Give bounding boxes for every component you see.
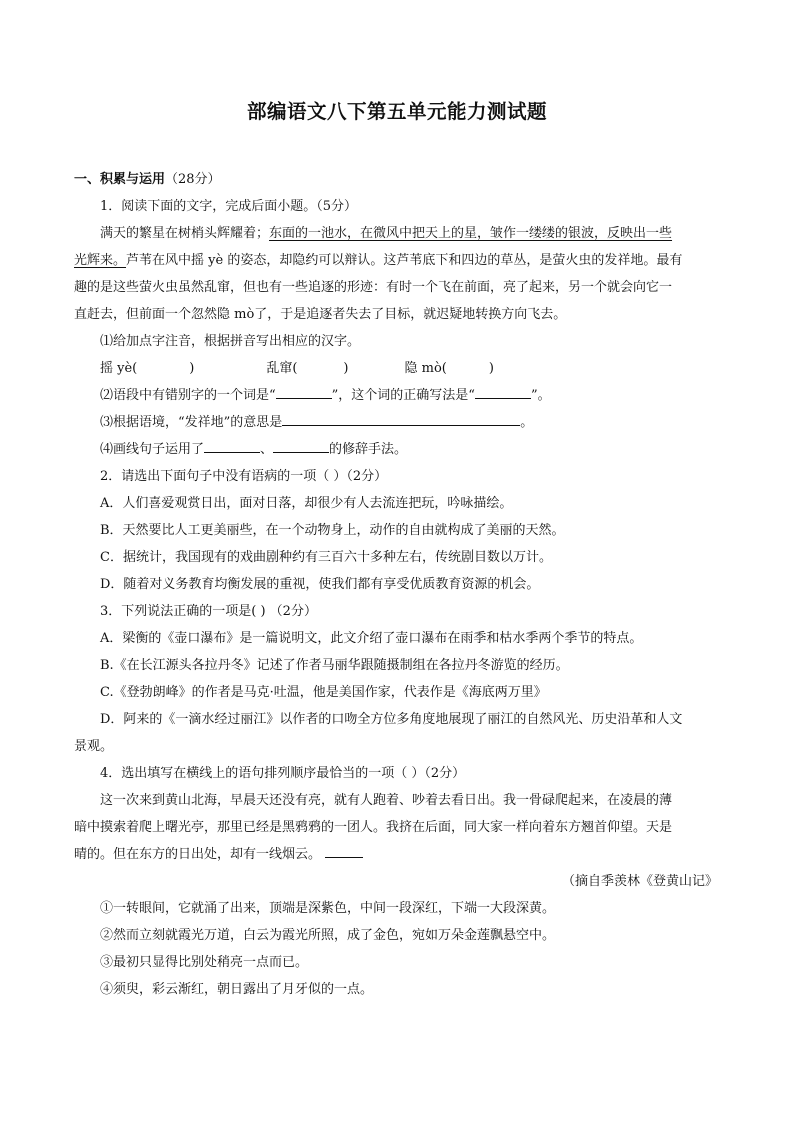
q2-option-b: B．天然要比人工更美丽些，在一个动物身上，动作的自由就构成了美丽的天然。 <box>100 523 565 538</box>
answer-blank[interactable] <box>273 438 329 453</box>
sub-text: 、 <box>260 442 274 457</box>
section-score: （28分） <box>165 172 221 187</box>
q1-sub-4 <box>74 436 724 463</box>
q1-sub-1: ⑴给加点字注音，根据拼音写出相应的汉字。 <box>100 334 361 349</box>
q1-passage-line-1 <box>74 220 724 247</box>
answer-blank[interactable] <box>475 384 531 399</box>
q4-passage-line-3 <box>74 841 724 868</box>
sub-text: 。 <box>520 415 534 430</box>
q4-passage-line-2: 暗中摸索着爬上曙光亭，那里已经是黑鸦鸦的一团人。我挤在后面，同大家一样向着东方翘首仰望。天是 <box>74 820 673 835</box>
q1-passage-line-4: 直赶去，但前面一个忽然隐 mò了，于是追逐者失去了目标，就迟疑地转换方向飞去。 <box>74 307 567 322</box>
sub-text: ⑵语段中有错别字的一个词是“ <box>100 388 276 403</box>
answer-blank[interactable] <box>276 384 332 399</box>
q2-option-d: D．随着对义务教育均衡发展的重视，使我们都有享受优质教育资源的机会。 <box>100 577 540 592</box>
q3-option-c: C.《登勃朗峰》的作者是马克·吐温，他是美国作家，代表作是《海底两万里》 <box>100 685 547 700</box>
q2-option-c: C．据统计，我国现有的戏曲剧种约有三百六十多种左右，传统剧目数以万计。 <box>100 550 552 565</box>
section-heading-text: 一、积累与运用 <box>74 172 166 187</box>
passage-text: 芦苇在风中摇 yè 的姿态，却隐约可以辩认。这芦苇底下和四边的草丛，是萤火虫的发祥地。最有 <box>126 253 683 268</box>
sub-text: ”，这个词的正确写法是“ <box>331 388 475 403</box>
passage-text: 晴的。但在东方的日出处，却有一线烟云。 <box>74 847 322 862</box>
pinyin-item-2: 乱窜( <box>266 361 298 376</box>
q3-option-d: D．阿来的《一滴水经过丽江》以作者的口吻全方位多角度地展现了丽江的自然风光、历史沿革和人文 <box>100 712 683 727</box>
q4-sentence-2: ②然而立刻就霞光万道，白云为霞光所照，成了金色，宛如万朵金莲飘悬空中。 <box>100 928 556 943</box>
page-title: 部编语文八下第五单元能力测试题 <box>246 100 547 123</box>
q3-option-d-cont: 景观。 <box>74 739 114 754</box>
q1-passage-line-2 <box>74 247 724 274</box>
q2-option-a: A．人们喜爱观赏日出，面对日落，却很少有人去流连把玩，吟咏描绘。 <box>100 496 513 511</box>
q2-stem: 2．请选出下面句子中没有语病的一项（ ）（2分） <box>100 469 388 484</box>
section-heading <box>74 168 221 187</box>
sub-text: 的修辞手法。 <box>329 442 408 457</box>
q1-sub-3 <box>74 409 724 436</box>
answer-blank[interactable] <box>282 411 520 426</box>
pinyin-item-3: 隐 mò( <box>404 361 447 376</box>
answer-blank[interactable] <box>204 438 260 453</box>
pinyin-item-1: 摇 yè( <box>100 361 138 376</box>
q4-source: （摘自季羡林《登黄山记》 <box>561 874 718 889</box>
q4-sentence-4: ④须臾，彩云渐红，朝日露出了月牙似的一点。 <box>100 982 374 997</box>
q3-option-a: A．梁衡的《壶口瀑布》是一篇说明文，此文介绍了壶口瀑布在雨季和枯水季两个季节的特点。 <box>100 631 643 646</box>
paren-close: ) <box>343 361 349 376</box>
underlined-sentence-end: 光辉来。 <box>74 253 127 268</box>
q4-sentence-1: ①一转眼间，它就涌了出来，顶端是深紫色，中间一段深红，下端一大段深黄。 <box>100 901 556 916</box>
q1-pinyin-row <box>74 355 724 382</box>
passage-text: 满天的繁星在树梢头辉耀着； <box>100 226 270 241</box>
paren-close: ) <box>189 361 195 376</box>
underlined-sentence: 东面的一池水，在微风中把天上的星，皱作一缕缕的银波，反映出一些 <box>269 226 673 241</box>
q4-sentence-3: ③最初只显得比别处稍亮一点而已。 <box>100 955 309 970</box>
sub-text: ”。 <box>530 388 551 403</box>
q3-option-b: B.《在长江源头各拉丹冬》记述了作者马丽华跟随摄制组在各拉丹冬游览的经历。 <box>100 658 569 673</box>
answer-blank[interactable] <box>325 843 363 858</box>
q1-sub-2 <box>74 382 724 409</box>
sub-text: ⑷画线句子运用了 <box>100 442 205 457</box>
sub-text: ⑶根据语境，“发祥地”的意思是 <box>100 415 283 430</box>
q4-stem: 4．选出填写在横线上的语句排列顺序最恰当的一项（ ）（2分） <box>100 766 466 781</box>
q4-passage-line-1: 这一次来到黄山北海，早晨天还没有亮，就有人跑着、吵着去看日出。我一骨碌爬起来，在凌晨的薄 <box>100 793 673 808</box>
document-body <box>74 193 724 1003</box>
paren-close: ) <box>488 361 494 376</box>
q1-passage-line-3: 趣的是这些萤火虫虽然乱窜，但也有一些追逐的形迹：有时一个飞在前面，亮了起来，另一个就会向它一 <box>74 280 673 295</box>
q1-stem: 1．阅读下面的文字，完成后面小题。（5分） <box>100 199 358 214</box>
q3-stem: 3．下列说法正确的一项是( ) （2分） <box>100 604 317 619</box>
